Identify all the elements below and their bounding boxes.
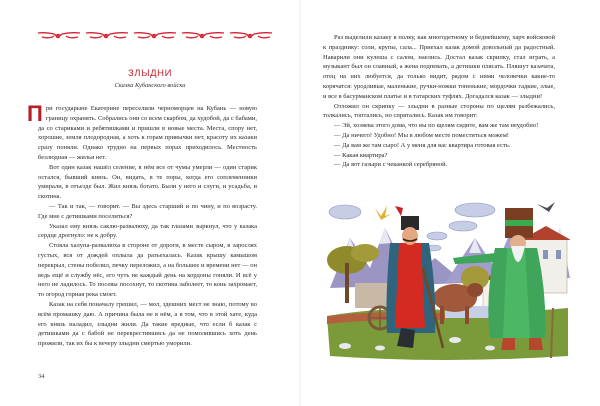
paragraph: Стояла халупа-развалюха в стороне от дороги, в месте сыром, в зарослях густых, вся от дождей оплыла да разъехалась. Казак крышу камышом перекрыл, стены побелил, печку переложил, а на большее и времени нет — он ведь ещё и службу нёс, его чуть не каждый день на кордоны гоняли. И всё у него не ладилось. То посевы посохнут, то скотина заболеет, то конь захромает, то огород горная река смоет. — [38, 242, 257, 299]
story-title: ЗЛЫДНИ — [128, 68, 172, 79]
paragraph: Отложил он скрипку — злыдни в разные стороны по щелям разбежались, толкались, топтались, но спрятались. Казак им говорит: — [323, 102, 555, 120]
paragraph: Казак на себя поначалу грешил, — мол, здешних мест не знаю, потому во всём промашку даю. А причина была не в нём, а в том, что в этой хате, куда его князь наладил, злыдни жили. Да такие вредные, что если б казак с детишками да с бабой не перекрестившись да не помолившись хоть день прожили, так их бы к вечеру злыдни смертью уморили. — [38, 300, 257, 348]
paragraph: Вот один казак нашёл селение, в нём все от чумы умерли — один старик остался, бывший князь. Он, видать, в те поры, когда его соплеменники умирали, в отъезде был. Жил князь богато. Были у него и слуги, и усадьба, и скотина. — [38, 163, 257, 201]
paragraph: — Какая квартира? — [334, 151, 388, 159]
paragraph: При государыне Екатерине переселили черноморцев на Кубань — новую границу охранять. Собрались они со всем скарбом, да худобой, да с бабами, да со стариками и ребятишками и пришли в новые места. Места, спору нет, хорошие, земля плодородная, а хоть к горам привычки нет, красоту их казаки сразу поняли. Однако трудно на первых порах приходилось. Местность безлюдная — жилья нет. — [27, 101, 257, 161]
dark-bird-icon — [537, 202, 555, 212]
paragraph: — Да вот газыри с чеканкой серебряной. — [334, 161, 448, 169]
paragraph: — Эй, хозяева этого дома, что вы по щелям сидите, вам же там неудобно! — [334, 122, 539, 130]
right-page — [300, 0, 600, 406]
right-page-text — [323, 33, 555, 170]
paragraph: Указал ему князь саклю-развалюху, да так глазами зыркнул, что у казака сердце дрогнуло: не к добру. — [38, 222, 257, 240]
drop-cap: П — [27, 101, 43, 126]
paragraph: — Так и так, — говорит. — Вы здесь старший и по чину, и по возрасту. Где мне с детишками поселиться? — [38, 202, 257, 220]
yellow-bird-icon — [375, 206, 391, 220]
paragraph: — Да вам же там сыро! А у меня для вас квартира готовая есть. — [334, 141, 511, 149]
story-subtitle: Сказка Кубанского войска — [114, 82, 186, 89]
paragraph: Раз выделили казаку в полку, как многодетному и беднейшему, харч войсковой к празднику: соли, крупы, сала... Приехал казак домой довольный да радостный. Наварили они кулеша с салом, наелись. Достал казак скрипку, стал играть, а музыкант был он славный, а жена подпевать, а детишки плясать. Пляшут казачата, отец на них любуется, да только видит, рядом с ними человечки какие-то корячатся: уродливые, маленькие, ручки-ножки тоненькие, мордочки гадкие, злые, и все в басурманском платье и в татарских туфлях. Догадался казак — злыдни! — [323, 34, 555, 100]
page-number: 34 — [38, 373, 45, 380]
paragraph: — Да ничего! Удобно! Мы в любом месте поместиться можем! — [334, 131, 509, 139]
folk-ornament-border-icon — [36, 31, 274, 40]
left-page-text — [27, 101, 257, 349]
story-illustration — [325, 198, 570, 368]
